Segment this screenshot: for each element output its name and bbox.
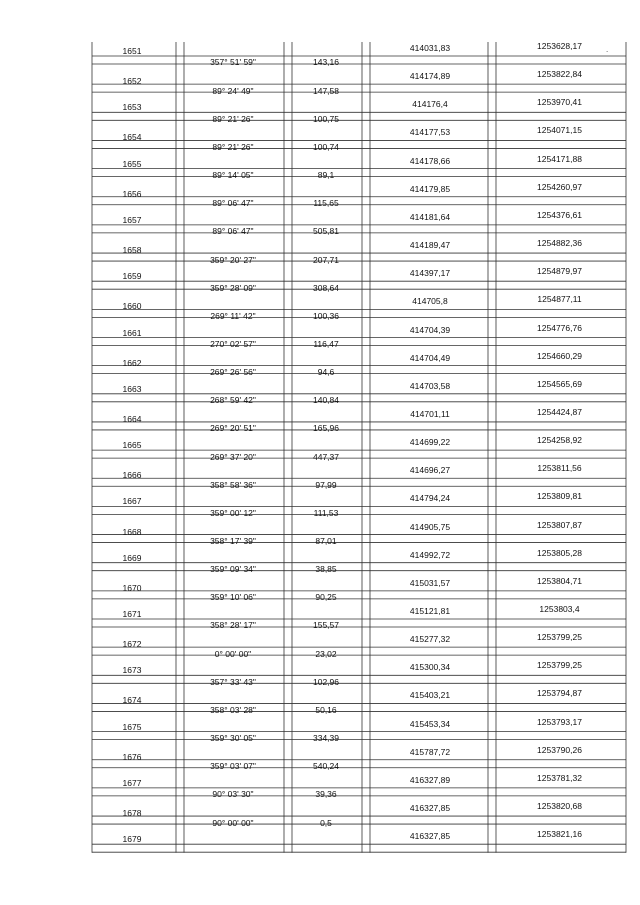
y-coordinate: 1254882,36 <box>537 238 582 249</box>
direction-angle: 357° 33' 43" <box>210 676 256 687</box>
direction-angle: 89° 06' 47" <box>212 198 254 209</box>
segment-length: 540,24 <box>313 761 339 772</box>
segment-length: 100,74 <box>313 141 339 152</box>
point-number: 1655 <box>122 158 142 169</box>
direction-angle: 89° 14' 05" <box>212 170 254 181</box>
x-coordinate: 414031,83 <box>409 43 451 53</box>
y-coordinate: 1253794,87 <box>537 688 582 699</box>
y-coordinate: 1253970,41 <box>537 97 582 108</box>
segment-length: 97,99 <box>315 479 337 490</box>
x-coordinate: 414696,27 <box>409 465 451 476</box>
direction-angle: 359° 28' 09" <box>210 282 256 293</box>
direction-angle: 358° 03' 28" <box>210 704 256 715</box>
point-number: 1676 <box>122 751 142 762</box>
segment-length: 100,75 <box>313 113 339 124</box>
segment-length: 89,1 <box>317 170 335 181</box>
x-coordinate: 414178,66 <box>409 155 451 166</box>
y-coordinate: 1253805,28 <box>537 547 582 558</box>
segment-length: 38,85 <box>315 564 337 575</box>
x-coordinate: 414177,53 <box>409 127 451 138</box>
segment-length: 90,25 <box>315 592 337 603</box>
x-coordinate: 414992,72 <box>409 549 451 560</box>
point-number: 1664 <box>122 413 142 424</box>
x-coordinate: 414189,47 <box>409 240 451 251</box>
x-coordinate: 416327,89 <box>409 774 451 785</box>
direction-angle: 358° 58' 36" <box>210 479 256 490</box>
point-number: 1662 <box>122 357 142 368</box>
x-coordinate: 414181,64 <box>409 211 451 222</box>
segment-length: 143,16 <box>313 57 339 68</box>
y-coordinate: 1254376,61 <box>537 209 582 220</box>
x-coordinate: 414699,22 <box>409 437 451 448</box>
segment-length: 308,64 <box>313 282 339 293</box>
point-number: 1670 <box>122 582 142 593</box>
segment-length: 23,02 <box>315 648 337 659</box>
y-coordinate: 1253781,32 <box>537 772 582 783</box>
segment-length: 115,65 <box>313 198 339 209</box>
y-coordinate: 1253799,25 <box>537 660 582 671</box>
y-coordinate: 1254877,11 <box>537 294 582 305</box>
y-coordinate: 1253628,17 <box>537 41 582 51</box>
y-coordinate: 1254565,69 <box>537 378 582 389</box>
direction-angle: 359° 30' 05" <box>210 733 256 744</box>
y-coordinate: 1253820,68 <box>537 801 582 812</box>
direction-angle: 358° 17' 39" <box>210 536 256 547</box>
x-coordinate: 416327,85 <box>409 803 451 814</box>
y-coordinate: 1253811,56 <box>537 463 582 474</box>
point-number: 1668 <box>122 526 142 537</box>
point-number: 1653 <box>122 102 142 113</box>
point-number: 1665 <box>122 440 142 451</box>
point-number: 1663 <box>122 383 142 394</box>
point-number: 1675 <box>122 721 142 732</box>
x-coordinate: 415453,34 <box>409 718 451 729</box>
point-number: 1658 <box>122 245 142 256</box>
direction-angle: 89° 21' 26" <box>212 141 254 152</box>
segment-length: 165,96 <box>313 423 339 434</box>
direction-angle: 359° 09' 34" <box>210 564 256 575</box>
x-coordinate: 414905,75 <box>409 521 451 532</box>
direction-angle: 359° 20' 27" <box>210 254 256 265</box>
margin-mark: . <box>606 45 609 54</box>
y-coordinate: 1254776,76 <box>537 322 582 333</box>
direction-angle: 359° 00' 12" <box>210 507 256 518</box>
segment-length: 116,47 <box>313 338 339 349</box>
point-number: 1660 <box>122 301 142 312</box>
point-number: 1661 <box>122 327 142 338</box>
point-number: 1657 <box>122 214 142 225</box>
x-coordinate: 415403,21 <box>409 690 451 701</box>
segment-length: 39,36 <box>315 789 337 800</box>
direction-angle: 357° 51' 59" <box>210 57 256 68</box>
point-number: 1679 <box>122 834 142 845</box>
y-coordinate: 1254660,29 <box>537 350 582 361</box>
y-coordinate: 1253804,71 <box>537 575 582 586</box>
direction-angle: 269° 37' 20" <box>210 451 256 462</box>
point-number: 1654 <box>122 132 142 143</box>
point-number: 1678 <box>122 808 142 819</box>
point-number: 1652 <box>122 76 142 87</box>
x-coordinate: 415300,34 <box>409 662 451 673</box>
direction-angle: 269° 20' 51" <box>210 423 256 434</box>
point-number: 1669 <box>122 552 142 563</box>
point-number: 1651 <box>122 46 142 56</box>
segment-length: 87,01 <box>315 536 337 547</box>
direction-angle: 89° 24' 49" <box>212 85 254 96</box>
segment-length: 505,81 <box>313 226 339 237</box>
y-coordinate: 1254424,87 <box>537 406 582 417</box>
segment-length: 0,5 <box>320 817 332 828</box>
segment-length: 207,71 <box>313 254 339 265</box>
x-coordinate: 415787,72 <box>409 746 451 757</box>
y-coordinate: 1253803,4 <box>539 604 580 614</box>
y-coordinate: 1253821,16 <box>537 829 582 840</box>
x-coordinate: 414701,11 <box>410 408 450 419</box>
y-coordinate: 1253799,25 <box>537 632 582 643</box>
x-coordinate: 414174,89 <box>409 71 451 82</box>
segment-length: 111,53 <box>313 507 339 518</box>
segment-length: 155,57 <box>313 620 339 631</box>
segment-length: 147,58 <box>313 85 339 96</box>
point-number: 1674 <box>122 695 142 706</box>
point-number: 1672 <box>122 639 142 650</box>
direction-angle: 90° 03' 30" <box>212 789 254 800</box>
x-coordinate: 416327,85 <box>409 831 451 842</box>
x-coordinate: 415121,81 <box>409 606 451 616</box>
segment-length: 94,6 <box>317 367 335 378</box>
direction-angle: 89° 06' 47" <box>212 226 254 237</box>
y-coordinate: 1253790,26 <box>537 744 582 755</box>
x-coordinate: 414397,17 <box>409 268 451 279</box>
segment-length: 50,16 <box>315 704 337 715</box>
y-coordinate: 1254258,92 <box>537 435 582 446</box>
x-coordinate: 414794,24 <box>409 493 451 504</box>
y-coordinate: 1253822,84 <box>537 69 582 80</box>
point-number: 1671 <box>122 609 142 619</box>
segment-length: 100,36 <box>313 310 339 321</box>
point-number: 1656 <box>122 188 142 199</box>
direction-angle: 270° 02' 57" <box>210 338 256 349</box>
segment-length: 140,84 <box>313 395 339 406</box>
segment-length: 102,96 <box>313 676 339 687</box>
x-coordinate: 414703,58 <box>409 380 451 391</box>
y-coordinate: 1254260,97 <box>537 181 582 192</box>
direction-angle: 0° 00' 00" <box>214 648 252 659</box>
segment-length: 334,39 <box>313 733 339 744</box>
direction-angle: 269° 11' 42" <box>210 310 256 321</box>
x-coordinate: 414176,4 <box>412 99 448 110</box>
direction-angle: 90° 00' 00" <box>212 817 254 828</box>
point-number: 1659 <box>122 271 142 282</box>
direction-angle: 269° 26' 56" <box>210 367 256 378</box>
x-coordinate: 414704,39 <box>409 324 451 335</box>
y-coordinate: 1253809,81 <box>537 491 582 502</box>
direction-angle: 359° 03' 07" <box>210 761 256 772</box>
y-coordinate: 1253793,17 <box>537 716 582 727</box>
point-number: 1673 <box>122 665 142 676</box>
direction-angle: 268° 59' 42" <box>210 395 256 406</box>
y-coordinate: 1254879,97 <box>537 266 582 277</box>
y-coordinate: 1253807,87 <box>537 519 582 530</box>
y-coordinate: 1254071,15 <box>537 125 582 136</box>
x-coordinate: 415031,57 <box>409 577 451 588</box>
direction-angle: 89° 21' 26" <box>212 113 254 124</box>
x-coordinate: 414704,49 <box>409 352 451 363</box>
y-coordinate: 1254171,88 <box>537 153 582 164</box>
direction-angle: 359° 10' 06" <box>210 592 256 603</box>
x-coordinate: 414179,85 <box>409 183 451 194</box>
segment-length: 447,37 <box>313 451 339 462</box>
x-coordinate: 414705,8 <box>412 296 448 307</box>
x-coordinate: 415277,32 <box>409 634 451 645</box>
point-number: 1677 <box>122 777 142 788</box>
point-number: 1666 <box>122 470 142 481</box>
direction-angle: 358° 28' 17" <box>210 620 256 631</box>
point-number: 1667 <box>122 496 142 507</box>
